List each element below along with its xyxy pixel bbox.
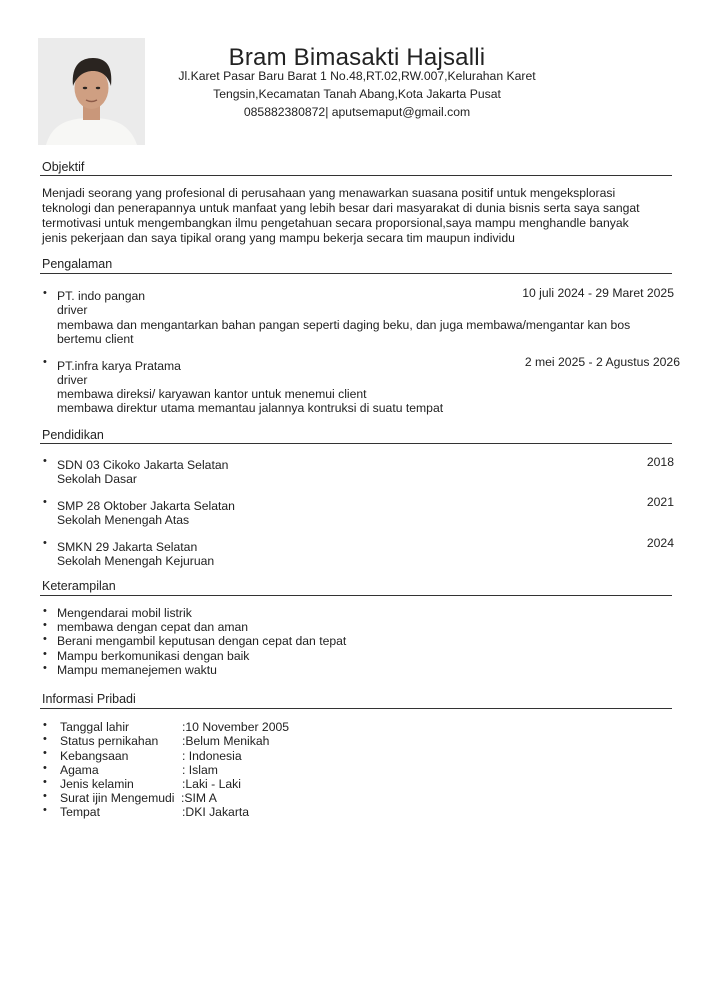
section-title-pendidikan: Pendidikan	[42, 428, 104, 442]
bullet-icon: •	[43, 747, 47, 759]
skill-item: Mengendarai mobil listrik	[57, 606, 192, 620]
education-school: SMP 28 Oktober Jakarta Selatan	[57, 499, 235, 513]
experience-role: driver	[57, 373, 88, 387]
profile-photo	[38, 38, 145, 145]
bullet-icon: •	[43, 662, 47, 674]
experience-company: PT. indo pangan	[57, 289, 146, 303]
experience-date: 10 juli 2024 - 29 Maret 2025	[522, 286, 674, 300]
section-divider	[40, 708, 672, 709]
info-label: Status pernikahan	[60, 734, 159, 748]
bullet-icon: •	[43, 648, 47, 660]
skill-item: Berani mengambil keputusan dengan cepat dan tepat	[57, 634, 347, 648]
experience-desc: bertemu client	[57, 332, 134, 346]
info-value: :10 November 2005	[182, 720, 290, 734]
candidate-name: Bram Bimasakti Hajsalli	[228, 44, 486, 71]
bullet-icon: •	[43, 455, 47, 467]
address-line-1: Jl.Karet Pasar Baru Barat 1 No.48,RT.02,RW.007,Kelurahan Karet	[178, 69, 536, 83]
bullet-icon: •	[43, 790, 47, 802]
bullet-icon: •	[43, 776, 47, 788]
info-value: :SIM A	[181, 791, 217, 805]
section-title-objektif: Objektif	[42, 160, 85, 174]
info-value: :Belum Menikah	[182, 734, 270, 748]
skill-item: membawa dengan cepat dan aman	[57, 620, 249, 634]
objective-line: termotivasi untuk mengembangkan ilmu pengetahuan secara proporsional,saya mampu menghandle banyak	[42, 216, 629, 230]
info-value: :Laki - Laki	[182, 777, 241, 791]
bullet-icon: •	[43, 287, 47, 299]
bullet-icon: •	[43, 356, 47, 368]
section-title-informasi-pribadi: Informasi Pribadi	[42, 692, 136, 706]
skill-item: Mampu berkomunikasi dengan baik	[57, 649, 250, 663]
education-year: 2018	[646, 455, 674, 469]
education-level: Sekolah Menengah Kejuruan	[57, 554, 215, 568]
objective-line: jenis pekerjaan dan saya tipikal orang yang mampu bekerja secara tim maupun individu	[42, 231, 515, 245]
education-school: SMKN 29 Jakarta Selatan	[57, 540, 198, 554]
education-year: 2021	[646, 495, 674, 509]
education-level: Sekolah Dasar	[57, 472, 137, 486]
section-title-keterampilan: Keterampilan	[42, 579, 116, 593]
bullet-icon: •	[43, 605, 47, 617]
experience-desc: membawa direksi/ karyawan kantor untuk menemui client	[57, 387, 367, 401]
bullet-icon: •	[43, 537, 47, 549]
experience-date: 2 mei 2025 - 2 Agustus 2026	[524, 355, 680, 369]
section-divider	[40, 175, 672, 176]
education-school: SDN 03 Cikoko Jakarta Selatan	[57, 458, 229, 472]
experience-company: PT.infra karya Pratama	[57, 359, 181, 373]
info-value: : Indonesia	[182, 749, 242, 763]
info-label: Agama	[60, 763, 99, 777]
skill-item: Mampu memanejemen waktu	[57, 663, 217, 677]
section-divider	[40, 273, 672, 274]
info-label: Tempat	[60, 805, 100, 819]
section-divider	[40, 443, 672, 444]
info-label: Surat ijin Mengemudi	[60, 791, 175, 805]
objective-line: Menjadi seorang yang profesional di perusahaan yang menawarkan suasana positif untuk mengeksplorasi	[42, 186, 616, 200]
info-label: Jenis kelamin	[60, 777, 134, 791]
bullet-icon: •	[43, 804, 47, 816]
bullet-icon: •	[43, 733, 47, 745]
info-value: :DKI Jakarta	[182, 805, 250, 819]
section-title-pengalaman: Pengalaman	[42, 257, 113, 271]
experience-desc: membawa dan mengantarkan bahan pangan seperti daging beku, dan juga membawa/mengantar kan bos	[57, 318, 631, 332]
info-value: : Islam	[182, 763, 218, 777]
experience-desc: membawa direktur utama memantau jalannya kontruksi di suatu tempat	[57, 401, 444, 415]
section-divider	[40, 595, 672, 596]
bullet-icon: •	[43, 496, 47, 508]
bullet-icon: •	[43, 719, 47, 731]
contact-line: 085882380872| aputsemaput@gmail.com	[243, 105, 471, 119]
education-level: Sekolah Menengah Atas	[57, 513, 190, 527]
info-label: Tanggal lahir	[60, 720, 130, 734]
bullet-icon: •	[43, 762, 47, 774]
info-label: Kebangsaan	[60, 749, 129, 763]
experience-role: driver	[57, 303, 88, 317]
objective-text	[42, 186, 682, 246]
bullet-icon: •	[43, 619, 47, 631]
objective-line: teknologi dan penerapannya untuk manfaat yang lebih besar dari masyarakat di dunia bisnis serta saya sangat	[42, 201, 640, 215]
address-line-2: Tengsin,Kecamatan Tanah Abang,Kota Jakarta Pusat	[213, 87, 501, 101]
bullet-icon: •	[43, 633, 47, 645]
education-year: 2024	[646, 536, 674, 550]
